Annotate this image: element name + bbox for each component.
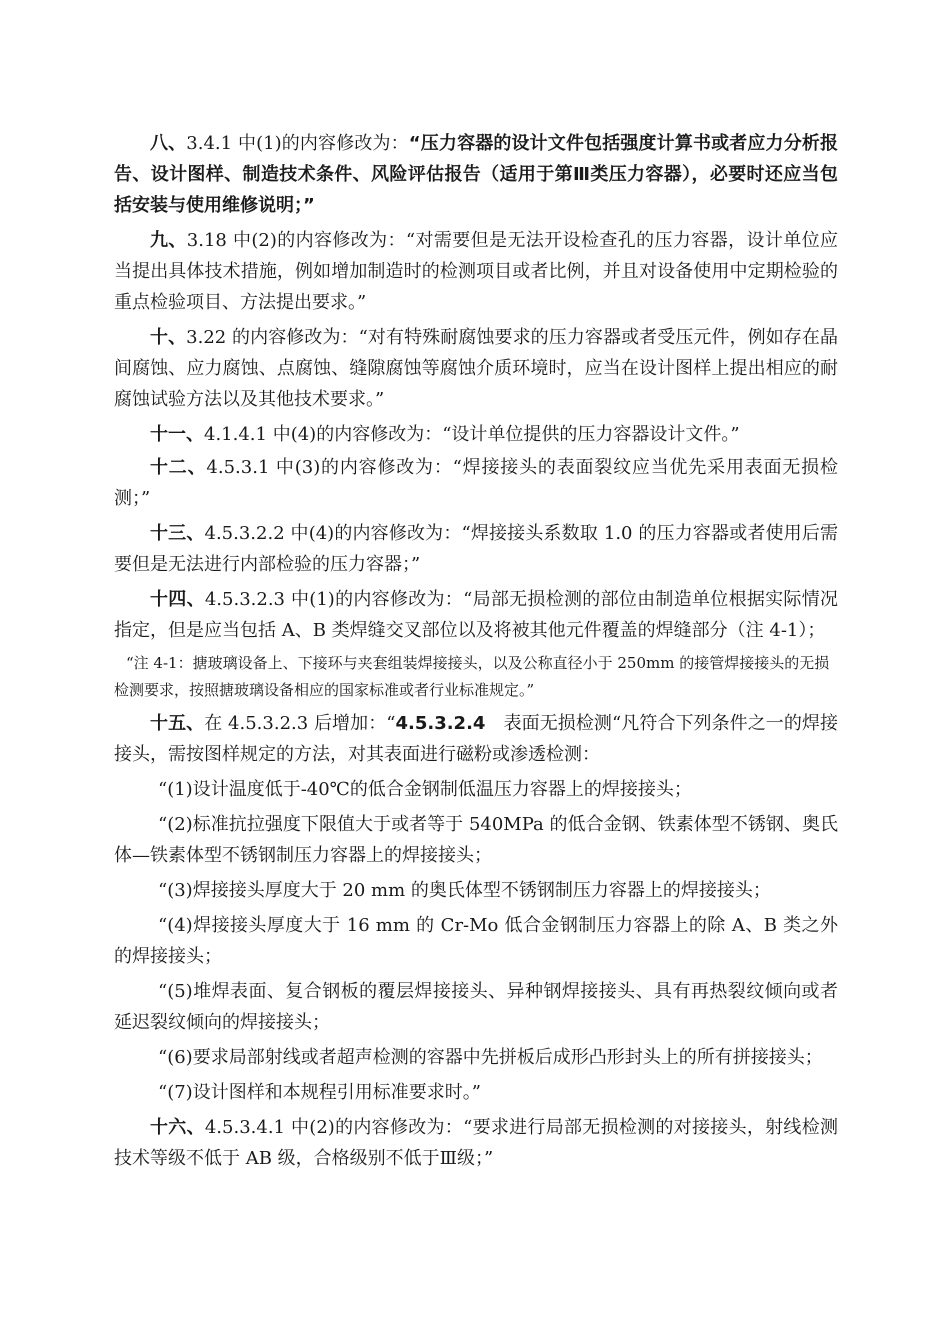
item-text: 4.1.4.1 中(4)的内容修改为：“设计单位提供的压力容器设计文件。” bbox=[204, 424, 740, 445]
item-text: 3.18 中(2)的内容修改为：“对需要但是无法开设检查孔的压力容器，设计单位应当提出具体技术措施，例如增加制造时的检测项目或者比例，并且对设备使用中定期检验的重点检验项目、方法提出要求。” bbox=[114, 230, 839, 313]
item-text: 4.5.3.2.3 中(1)的内容修改为：“局部无损检测的部位由制造单位根据实际情况指定，但是应当包括 A、B 类焊缝交叉部位以及将被其他元件覆盖的焊缝部分（注 4-1）； bbox=[114, 589, 838, 641]
item-text: 4.5.3.2.2 中(4)的内容修改为：“焊接接头系数取 1.0 的压力容器或者使用后需要但是无法进行内部检验的压力容器；” bbox=[114, 523, 839, 575]
amendment-10 bbox=[114, 322, 838, 415]
amendment-11 bbox=[114, 419, 838, 450]
item-text: 表面无损检测“凡符合下列条件之一的焊接接头，需按图样规定的方法，对其表面进行磁粉或渗透检测： bbox=[114, 713, 838, 765]
condition-6: “(6)要求局部射线或者超声检测的容器中先拼板后成形凸形封头上的所有拼接接头； bbox=[158, 1047, 823, 1068]
condition-4: “(4)焊接接头厚度大于 16 mm 的 Cr-Mo 低合金钢制压力容器上的除 A、B 类之外的焊接接头； bbox=[114, 915, 838, 967]
document-body bbox=[114, 128, 838, 1178]
amendment-15 bbox=[114, 708, 838, 770]
item-text: 3.4.1 中(1)的内容修改为： bbox=[186, 133, 409, 154]
amendment-9 bbox=[114, 225, 838, 318]
item-text: 4.5.3.1 中(3)的内容修改为：“焊接接头的表面裂纹应当优先采用表面无损检测；” bbox=[114, 457, 838, 509]
amendment-16 bbox=[114, 1112, 838, 1174]
condition-3: “(3)焊接接头厚度大于 20 mm 的奥氏体型不锈钢制压力容器上的焊接接头； bbox=[158, 880, 771, 901]
item-number: 十五、 bbox=[150, 713, 205, 734]
item-number: 十、 bbox=[150, 327, 187, 348]
condition-5: “(5)堆焊表面、复合钢板的覆层焊接接头、异种钢焊接接头、具有再热裂纹倾向或者延迟裂纹倾向的焊接接头； bbox=[114, 981, 838, 1033]
condition-2: “(2)标准抗拉强度下限值大于或者等于 540MPa 的低合金钢、铁素体型不锈钢、奥氏体—铁素体型不锈钢制压力容器上的焊接接头； bbox=[114, 814, 838, 866]
clause-number: 4.5.3.2.4 bbox=[395, 713, 486, 734]
item-text: 在 4.5.3.2.3 后增加：“ bbox=[204, 713, 396, 734]
item-number: 八、 bbox=[150, 133, 187, 154]
amendment-13 bbox=[114, 518, 838, 580]
item-number: 十三、 bbox=[150, 523, 205, 544]
item-number: 九、 bbox=[150, 230, 187, 251]
item-number: 十二、 bbox=[150, 457, 207, 478]
item-number: 十四、 bbox=[150, 589, 205, 610]
item-number: 十一、 bbox=[150, 424, 204, 445]
amendment-12 bbox=[114, 452, 838, 514]
amendment-14 bbox=[114, 584, 838, 646]
item-text: 4.5.3.4.1 中(2)的内容修改为：“要求进行局部无损检测的对接接头，射线检测技术等级不低于 AB 级，合格级别不低于Ⅲ级；” bbox=[114, 1117, 838, 1169]
condition-1: “(1)设计温度低于-40℃的低合金钢制低温压力容器上的焊接接头； bbox=[158, 779, 692, 800]
item-text: 3.22 的内容修改为：“对有特殊耐腐蚀要求的压力容器或者受压元件，例如存在晶间腐蚀、应力腐蚀、点腐蚀、缝隙腐蚀等腐蚀介质环境时，应当在设计图样上提出相应的耐腐蚀试验方法以及其他技术要求。” bbox=[114, 327, 839, 410]
item-number: 十六、 bbox=[150, 1117, 205, 1138]
amendment-8 bbox=[114, 128, 838, 221]
item-bold-text: “压力容器的设计文件包括强度计算书或者应力分析报告、设计图样、制造技术条件、风险评估报告（适用于第Ⅲ类压力容器），必要时还应当包括安装与使用维修说明；” bbox=[114, 133, 839, 216]
note-4-1: “注 4-1：搪玻璃设备上、下接环与夹套组装焊接接头，以及公称直径小于 250mm 的接管焊接接头的无损检测要求，按照搪玻璃设备相应的国家标准或者行业标准规定。” bbox=[114, 654, 830, 699]
condition-7: “(7)设计图样和本规程引用标准要求时。” bbox=[158, 1082, 481, 1103]
